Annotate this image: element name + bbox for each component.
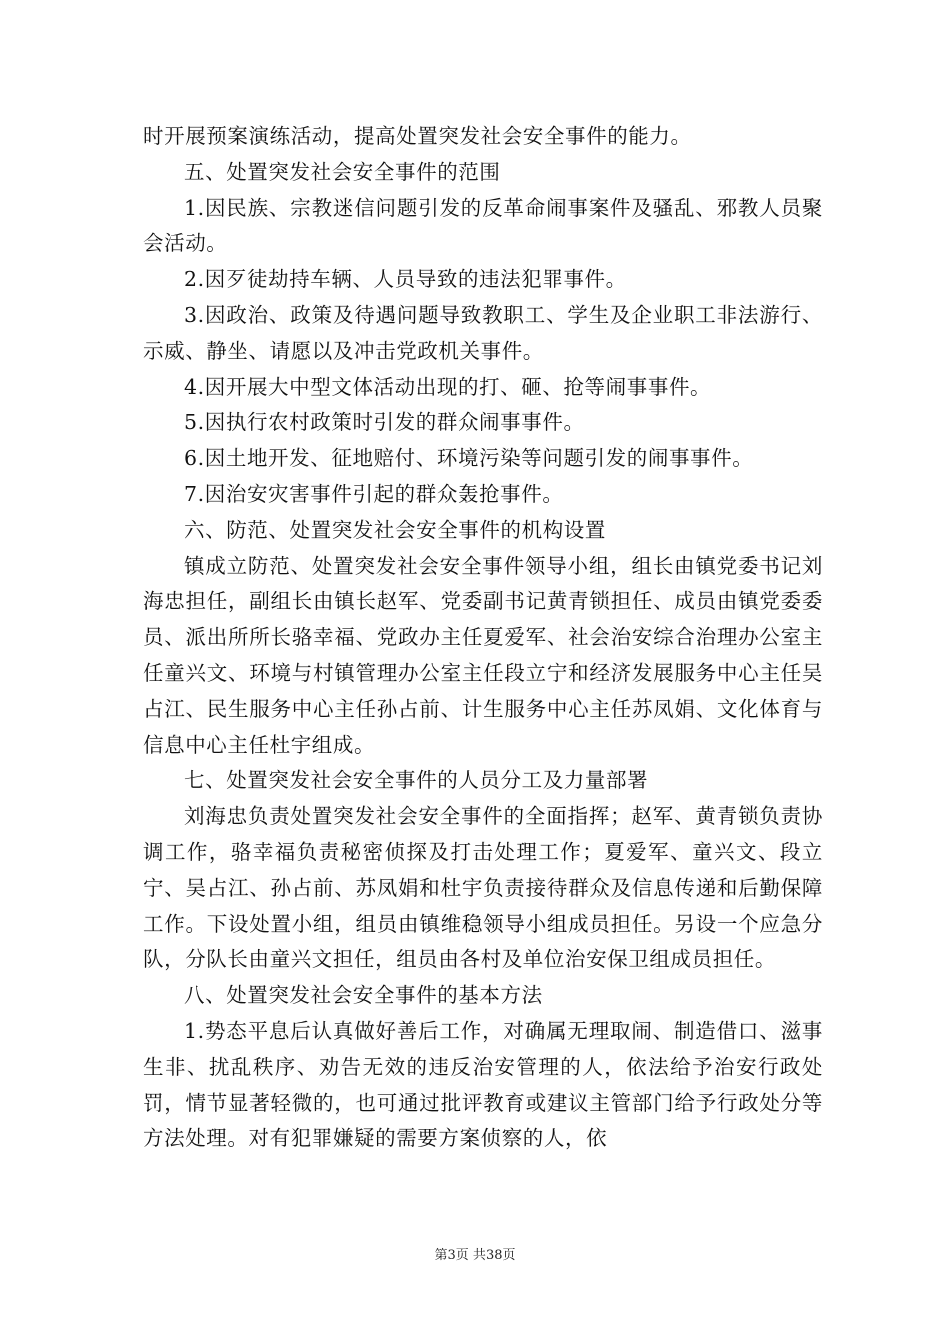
page-footer [0, 1247, 950, 1265]
section-heading-7: 七、处置突发社会安全事件的人员分工及力量部署 [184, 768, 649, 793]
document-body [143, 119, 823, 1157]
footer-suffix: 页 [502, 1248, 516, 1263]
list-item-5: 5.因执行农村政策时引发的群众闹事事件。 [184, 410, 585, 435]
section-heading-6: 六、防范、处置突发社会安全事件的机构设置 [184, 517, 606, 542]
footer-prefix: 第 [434, 1248, 448, 1263]
list-item-3: 3.因政治、政策及待遇问题导致教职工、学生及企业职工非法游行、示威、静坐、请愿以及冲击党政机关事件。 [143, 302, 823, 363]
list-item-2: 2.因歹徒劫持车辆、人员导致的违法犯罪事件。 [184, 267, 627, 292]
section-heading-8: 八、处置突发社会安全事件的基本方法 [184, 983, 543, 1008]
list-item-4: 4.因开展大中型文体活动出现的打、砸、抢等闹事事件。 [184, 374, 712, 399]
division-of-labor-paragraph: 刘海忠负责处置突发社会安全事件的全面指挥；赵军、黄青锁负责协调工作，骆幸福负责秘密侦探及打击处理工作；夏爱军、童兴文、段立宁、吴占江、孙占前、苏凤娟和杜宇负责接待群众及信息传递和后勤保障工作。下设处置小组，组员由镇维稳领导小组成员担任。另设一个应急分队，分队长由童兴文担任，组员由各村及单位治安保卫组成员担任。 [143, 804, 823, 972]
footer-middle: 页 共 [455, 1248, 486, 1263]
section-heading-5: 五、处置突发社会安全事件的范围 [184, 159, 501, 184]
list-item-7: 7.因治安灾害事件引起的群众轰抢事件。 [184, 481, 564, 506]
organization-paragraph: 镇成立防范、处置突发社会安全事件领导小组，组长由镇党委书记刘海忠担任，副组长由镇长赵军、党委副书记黄青锁担任、成员由镇党委委员、派出所所长骆幸福、党政办主任夏爱军、社会治安综合治理办公室主任童兴文、环境与村镇管理办公室主任段立宁和经济发展服务中心主任吴占江、民生服务中心主任孙占前、计生服务中心主任苏凤娟、文化体育与信息中心主任杜宇组成。 [143, 553, 823, 757]
total-page-count: 38 [485, 1248, 503, 1263]
list-item-6: 6.因土地开发、征地赔付、环境污染等问题引发的闹事事件。 [184, 446, 754, 471]
current-page-number: 3 [447, 1248, 456, 1263]
paragraph-continuation: 时开展预案演练活动，提高处置突发社会安全事件的能力。 [143, 124, 692, 148]
method-item-1: 1.势态平息后认真做好善后工作，对确属无理取闹、制造借口、滋事生非、扰乱秩序、劝告无效的违反治安管理的人，依法给予治安行政处罚，情节显著轻微的，也可通过批评教育或建议主管部门给予行政处分等方法处理。对有犯罪嫌疑的需要方案侦察的人，依 [143, 1018, 823, 1151]
list-item-1: 1.因民族、宗教迷信问题引发的反革命闹事案件及骚乱、邪教人员聚会活动。 [143, 195, 823, 256]
